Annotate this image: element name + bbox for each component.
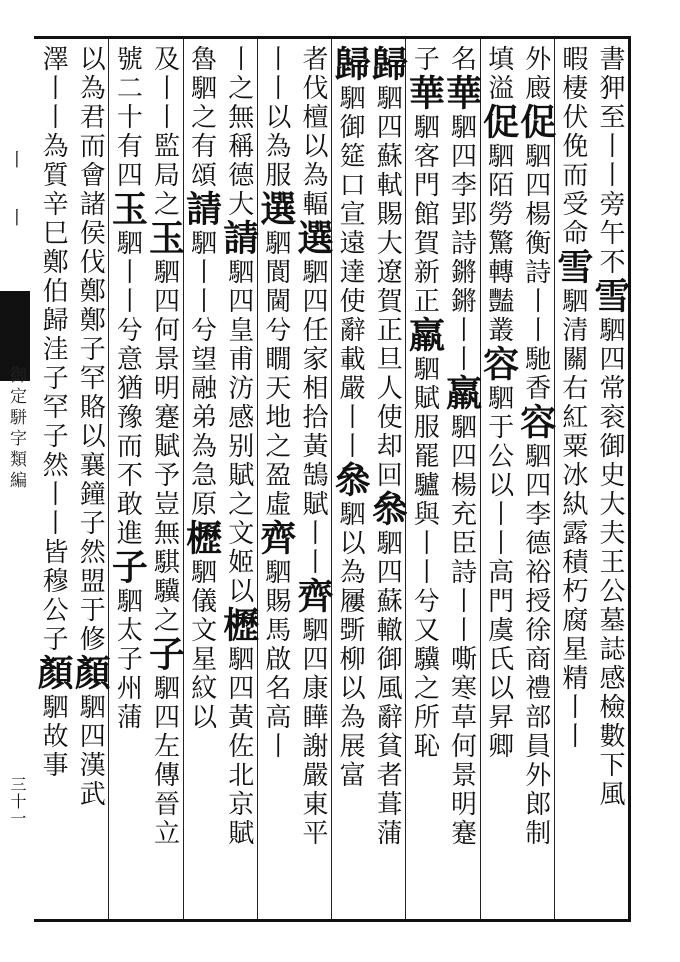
text-run: 四楊衡詩丨丨馳香 [520, 171, 551, 403]
headword: 羸 [440, 374, 483, 413]
text-column [32, 45, 75, 780]
headword: 子 [106, 548, 149, 587]
headword: 玉 [143, 219, 186, 258]
text-run: 丨丨以為服 [260, 45, 291, 190]
text-run: 駟 [446, 413, 477, 442]
headword: 雪 [551, 248, 594, 287]
text-run: 四何景明蹇賦予豈無騏驥之 [149, 287, 180, 635]
headword: 櫪 [217, 606, 260, 645]
text-run: 四楊充臣詩丨丨嘶寒草何景明蹇 [446, 442, 477, 848]
headword: 齊 [254, 519, 297, 558]
headword: 選 [292, 219, 334, 258]
text-run: 以為屨斲柳以為展富 [335, 529, 366, 790]
text-run: 駟 [186, 558, 217, 587]
text-run: 駟 [372, 529, 403, 558]
text-run: 號二十有四 [112, 45, 143, 190]
text-run: 四黃佐北京賦 [223, 674, 254, 848]
text-run: 駟 [335, 84, 366, 113]
headword: 羸 [403, 316, 446, 355]
text-run: 駟 [149, 258, 180, 287]
text-run: 駟 [372, 84, 403, 113]
text-run: 太子州蒲 [112, 616, 143, 732]
text-column [69, 45, 112, 809]
text-run: 駟 [298, 258, 328, 287]
text-run: 四蘇轍御風辭貧者葺蒲 [372, 558, 403, 848]
text-run: 駟 [260, 558, 291, 587]
text-run: 書狎至丨丨旁午不 [595, 45, 625, 277]
text-run: 閬閫兮瞯天地之盈虛 [260, 258, 291, 519]
text-run: 丨丨兮望融弟為急原 [186, 258, 217, 519]
text-run: 御筵口宣遠達使辭載嚴丨丨 [335, 113, 366, 461]
text-run: 填溢 [483, 45, 514, 103]
text-run: 子 [409, 45, 440, 74]
headword: 歸 [329, 45, 372, 84]
text-run: 者伐檀以為輻 [298, 45, 328, 219]
text-column [254, 45, 297, 761]
column-rule [257, 39, 258, 919]
text-run: 客門館賀新正 [409, 142, 440, 316]
folio-number: 三十一 [8, 776, 27, 827]
text-run: 駟 [409, 113, 440, 142]
text-run: 四任家相拾黃鵠賦丨丨 [298, 287, 328, 577]
column-rule [554, 39, 555, 919]
headword: 櫪 [180, 519, 223, 558]
margin-mark: 丨 [8, 208, 26, 229]
page-gutter [0, 36, 30, 916]
text-run: 駟 [223, 258, 254, 287]
text-run: 四漢武 [75, 722, 106, 809]
column-rule [183, 39, 184, 919]
text-run: 駟 [298, 616, 328, 645]
headword: 雪 [589, 277, 631, 316]
text-run: 駟 [335, 500, 366, 529]
text-run: 駟 [409, 355, 440, 384]
headword: 容 [514, 403, 557, 442]
text-column [106, 45, 149, 732]
text-run: 陌勞驚轉豔叢 [483, 171, 514, 345]
text-run: 澤丨丨為質辛巳鄭伯歸洼子罕子然丨丨皆穆公子 [38, 45, 69, 654]
text-run: 駟 [595, 316, 625, 345]
text-run: 四常衮御史大夫王公墓誌感檢數下風 [595, 345, 625, 809]
text-run: 故事 [38, 722, 69, 780]
column-rule [405, 39, 406, 919]
text-run: 清關右紅粟冰紈露積朽腐星精丨丨 [557, 316, 588, 751]
text-run: 四皇甫汸感别賦之文姬以 [223, 287, 254, 606]
text-run: 四左傳晉立 [149, 703, 180, 848]
headword: 玉 [106, 190, 149, 229]
text-run: 駟 [112, 229, 143, 258]
text-run: 駟 [483, 384, 514, 413]
text-frame [34, 36, 631, 922]
text-run: 儀文星紋以 [186, 587, 217, 732]
text-column [551, 45, 594, 751]
text-run: 及丨丨監局之 [149, 45, 180, 219]
text-run: 駟 [557, 287, 588, 316]
text-run: 駟 [149, 674, 180, 703]
text-run: 賦服罷驢與丨丨兮又驥之所恥 [409, 384, 440, 761]
text-run: 四李德裕授徐商禮部員外郎制 [520, 471, 551, 848]
headword: 促 [514, 103, 557, 142]
text-run: 四李郢詩鏘鏘丨丨 [446, 142, 477, 374]
headword: 華 [440, 74, 483, 113]
text-column [292, 45, 334, 848]
text-run: 四康瞱謝嚴東平 [298, 645, 328, 848]
headword: 華 [403, 74, 446, 113]
headword: 顏 [32, 654, 75, 693]
text-run: 駟 [520, 442, 551, 471]
headword: 促 [477, 103, 520, 142]
text-run: 外廄 [520, 45, 551, 103]
headword: 選 [254, 190, 297, 229]
text-run: 駟 [260, 229, 291, 258]
text-column [403, 45, 446, 761]
text-run: 于公以丨丨高門虞氏以昇卿 [483, 413, 514, 761]
column-rule [480, 39, 481, 919]
text-run: 賜馬啟名高丨 [260, 587, 291, 761]
text-run: 駟 [38, 693, 69, 722]
headword: 請 [217, 219, 260, 258]
headword: 齊 [292, 577, 334, 616]
text-column [477, 45, 520, 761]
text-run: 駟 [446, 113, 477, 142]
column-rule [108, 39, 109, 919]
margin-mark: 丨 [8, 150, 26, 171]
text-column [217, 45, 260, 848]
text-column [143, 45, 186, 848]
text-column [589, 45, 631, 809]
text-run: 魯駟之有頌 [186, 45, 217, 190]
text-column [366, 45, 409, 848]
headword: 叅 [329, 461, 372, 500]
headword: 請 [180, 190, 223, 229]
text-run: 駟 [112, 587, 143, 616]
text-run: 駟 [186, 229, 217, 258]
text-column [440, 45, 483, 848]
text-run: 丨丨兮意猶豫而不敢進 [112, 258, 143, 548]
headword: 容 [477, 345, 520, 384]
text-run: 四蘇軾賜大遼賀正旦人使却回 [372, 113, 403, 490]
headword: 歸 [366, 45, 409, 84]
margin-book-title: 御定駢字類編 [6, 366, 26, 492]
text-run: 駟 [520, 142, 551, 171]
text-column [180, 45, 223, 732]
text-run: 駟 [223, 645, 254, 674]
text-run: 名 [446, 45, 477, 74]
text-run: 駟 [75, 693, 106, 722]
text-run: 丨之無稱德大 [223, 45, 254, 219]
headword: 顏 [69, 654, 112, 693]
headword: 子 [143, 635, 186, 674]
headword: 叅 [366, 490, 409, 529]
text-run: 暇棲伏俛而受命 [557, 45, 588, 248]
text-column [514, 45, 557, 848]
text-column [329, 45, 372, 790]
text-run: 駟 [483, 142, 514, 171]
text-run: 以為君而會諸侯伐鄭鄭子罕賂以襄鐘子然盟于修 [75, 45, 106, 654]
